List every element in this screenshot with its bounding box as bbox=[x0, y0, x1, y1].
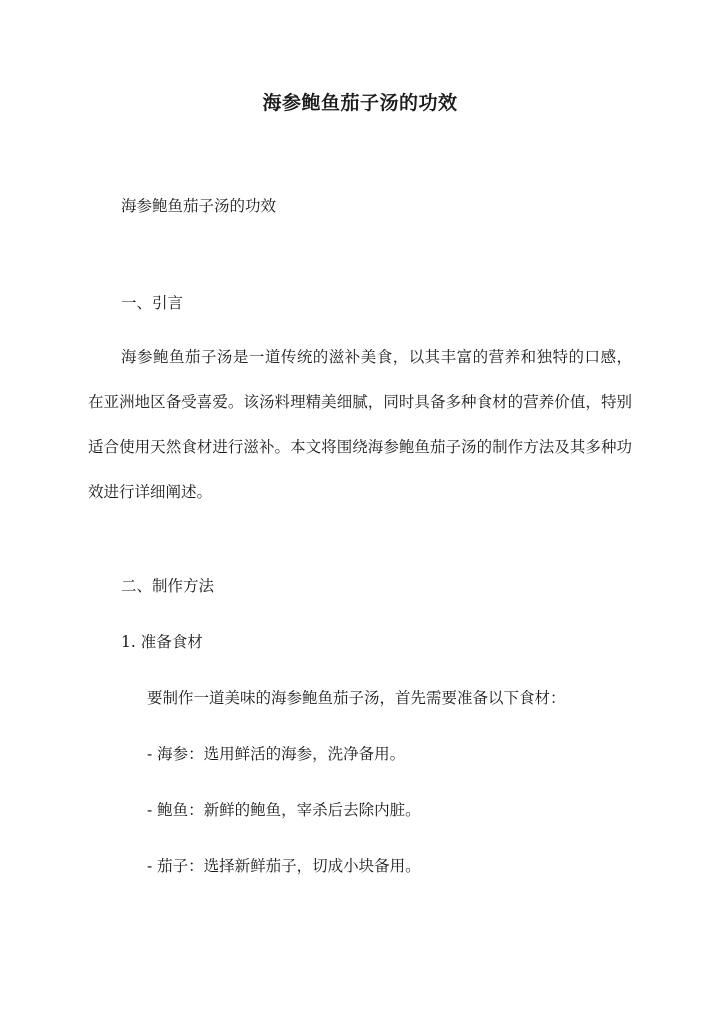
subsection-heading-ingredients: 1. 准备食材 bbox=[121, 633, 203, 651]
introduction-paragraph: 海参鲍鱼茄子汤是一道传统的滋补美食，以其丰富的营养和独特的口感，在亚洲地区备受喜爱。该汤料理精美细腻，同时具备多种食材的营养价值，特别适合使用天然食材进行滋补。本文将围绕海参鲍鱼茄子汤的制作方法及其多种功效进行详细阐述。 bbox=[88, 348, 632, 501]
ingredients-intro: 要制作一道美味的海参鲍鱼茄子汤，首先需要准备以下食材： bbox=[147, 689, 566, 707]
list-item: - 茄子：选择新鲜茄子，切成小块备用。 bbox=[147, 857, 421, 875]
section-heading-method: 二、制作方法 bbox=[121, 577, 215, 595]
list-item: - 海参：选用鲜活的海参，洗净备用。 bbox=[147, 745, 406, 763]
document-title: 海参鲍鱼茄子汤的功效 bbox=[262, 92, 458, 114]
section-heading-introduction: 一、引言 bbox=[121, 294, 184, 312]
list-item: - 鲍鱼：新鲜的鲍鱼，宰杀后去除内脏。 bbox=[147, 801, 421, 819]
document-subtitle: 海参鲍鱼茄子汤的功效 bbox=[121, 197, 277, 215]
